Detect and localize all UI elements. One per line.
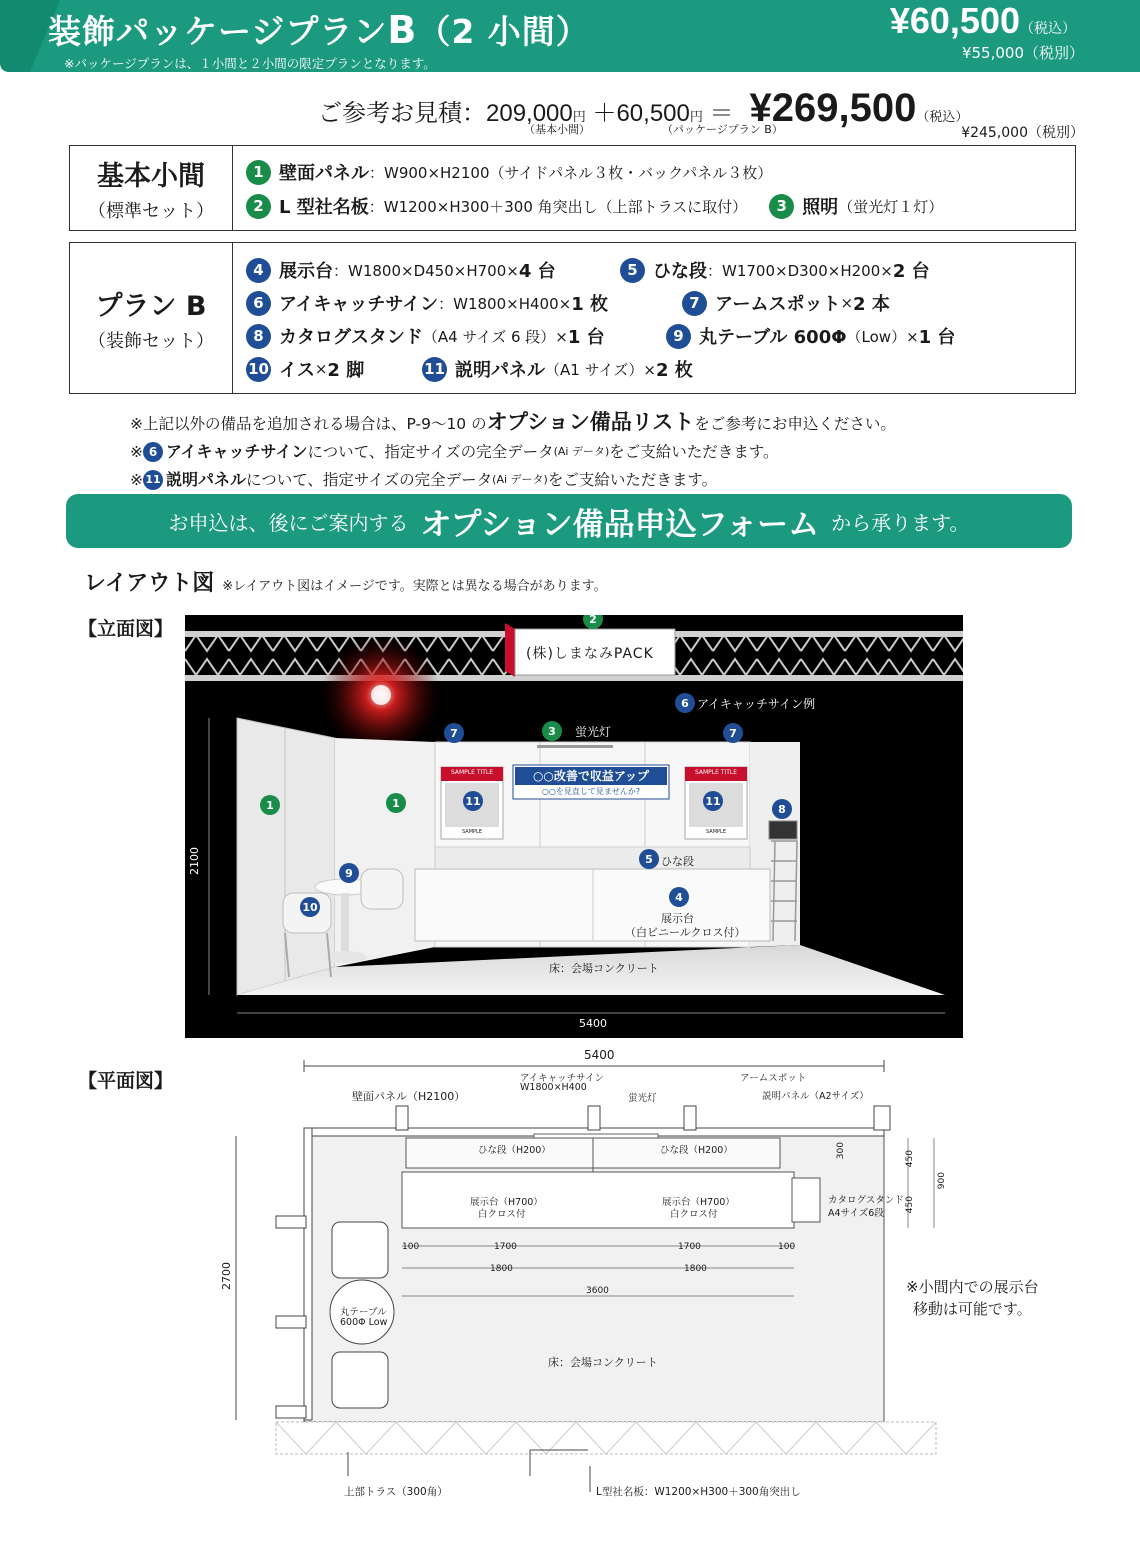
dim-1700-right: 1700 bbox=[678, 1242, 701, 1252]
plan-catalog-size: A4サイズ6段 bbox=[828, 1208, 884, 1219]
plan-eyecatch-size: W1800×H400 bbox=[520, 1082, 587, 1093]
estimate-line: ご参考お見積：209,000円 ＋60,500円 ＝ ¥269,500（税込） bbox=[318, 86, 969, 130]
basic-item-2: 2 L 型社名板 ：W1200×H300＋300 角突出し（上部トラスに取付） 3 照明 （蛍光灯１灯） bbox=[246, 193, 943, 219]
marker-1-right: 1 bbox=[386, 793, 406, 813]
planb-set-title: プラン B bbox=[95, 290, 207, 322]
plan-hinadan-2: ひな段（H200） bbox=[660, 1145, 733, 1156]
plan-price-ex: ¥55,000（税別） bbox=[961, 44, 1084, 62]
layout-title: レイアウト図 ※レイアウト図はイメージです。実際とは異なる場合があります。 bbox=[84, 571, 607, 596]
note-2: ※ 6 アイキャッチサイン について、指定サイズの完全データ (Ai データ) をご支給いただきます。 bbox=[130, 442, 779, 461]
dim-1700-left: 1700 bbox=[494, 1242, 517, 1252]
marker-2: 2 bbox=[583, 615, 603, 629]
plan-svg bbox=[200, 1046, 960, 1506]
dim-3600: 3600 bbox=[586, 1286, 609, 1296]
eyecatch-main-text: ○○改善で収益アップ bbox=[532, 769, 650, 783]
light-label: 蛍光灯 bbox=[575, 725, 612, 739]
plan-table-2b: 白クロス付 bbox=[670, 1209, 718, 1220]
eyecatch-example-label: アイキャッチサイン例 bbox=[697, 697, 816, 711]
item-number-badge: 3 bbox=[769, 194, 794, 219]
plan-table-2: 展示台（H700） bbox=[662, 1197, 735, 1208]
marker-3: 3 bbox=[542, 721, 562, 741]
dim-100-left: 100 bbox=[402, 1242, 420, 1252]
side-note-line-2: 移動は可能です。 bbox=[912, 1300, 1032, 1318]
marker-9: 9 bbox=[339, 863, 359, 883]
planb-item-7: 7 アームスポット × 2 本 bbox=[682, 290, 890, 316]
marker-11-left: 11 bbox=[463, 791, 483, 811]
marker-11-right: 11 bbox=[703, 791, 723, 811]
notes-block bbox=[130, 408, 896, 494]
marker-7-left: 7 bbox=[444, 723, 464, 743]
hinadan-label: ひな段 bbox=[661, 855, 694, 868]
planb-set-box bbox=[69, 242, 1076, 394]
option-form-banner: お申込は、後にご案内する オプション備品申込フォーム から承ります。 bbox=[66, 494, 1072, 548]
wall-panel-label: 壁面パネル（H2100） bbox=[352, 1090, 466, 1103]
planb-item-6: 6 アイキャッチサイン ：W1800×H400× 1 枚 bbox=[246, 290, 608, 316]
plan-light-label: 蛍光灯 bbox=[628, 1093, 657, 1104]
dim-1800-left: 1800 bbox=[490, 1264, 513, 1274]
note-3: ※ 11 説明パネル について、指定サイズの完全データ (Ai データ) をご支給いただきます。 bbox=[130, 470, 718, 489]
plan-panel-label: 説明パネル（A2サイズ） bbox=[762, 1091, 869, 1102]
plan-catalog-label: カタログスタンド bbox=[828, 1195, 904, 1206]
table-label: 展示台 bbox=[661, 912, 694, 925]
plan-depth-label: 2700 bbox=[220, 1262, 233, 1290]
planb-item-5: 5 ひな段 ：W1700×D300×H200× 2 台 bbox=[620, 257, 930, 283]
poster-brand-right: SAMPLE bbox=[706, 829, 726, 835]
marker-6: 6 bbox=[675, 693, 695, 713]
plan-truss-label: 上部トラス（300角） bbox=[344, 1486, 448, 1498]
plan-armspot-label: アームスポット bbox=[740, 1073, 807, 1084]
planb-item-10: 10 イス × 2 脚 bbox=[246, 356, 364, 382]
planb-set-subtitle: （装飾セット） bbox=[88, 330, 214, 352]
basic-set-title: 基本小間 bbox=[97, 160, 205, 192]
plan-table-1: 展示台（H700） bbox=[470, 1197, 543, 1208]
estimate-pkg-caption: （パッケージプラン B） bbox=[662, 123, 783, 136]
basic-set-label bbox=[70, 146, 233, 230]
eyecatch-sub-text: ○○を見直して見ませんか? bbox=[541, 787, 641, 796]
basic-item-1: 1 壁面パネル ：W900×H2100（サイドパネル３枚・バックパネル３枚） bbox=[246, 159, 772, 185]
marker-7-right: 7 bbox=[723, 723, 743, 743]
dim-450-top: 450 bbox=[905, 1150, 915, 1168]
basic-set-box bbox=[69, 145, 1076, 231]
item-number-badge: 2 bbox=[246, 194, 271, 219]
poster-title-left: SAMPLE TITLE bbox=[450, 769, 494, 776]
planb-set-label bbox=[70, 243, 233, 393]
item-number-badge: 1 bbox=[246, 160, 271, 185]
marker-8: 8 bbox=[772, 799, 792, 819]
planb-item-8: 8 カタログスタンド （A4 サイズ 6 段）× 1 台 bbox=[246, 323, 605, 349]
estimate-base-caption: （基本小間） bbox=[524, 123, 590, 136]
plan-title: 装飾パッケージプランB（2 小間） bbox=[48, 8, 590, 52]
plan-label: 【平面図】 bbox=[78, 1070, 174, 1092]
planb-item-9: 9 丸テーブル 600Φ （Low）× 1 台 bbox=[666, 323, 955, 349]
floor-label: 床：会場コンクリート bbox=[549, 962, 659, 975]
dim-900: 900 bbox=[937, 1172, 947, 1190]
height-dimension: 2100 bbox=[188, 847, 201, 875]
plan-sign-label: L型社名板：W1200×H300＋300角突出し bbox=[596, 1486, 801, 1498]
plan-side-note bbox=[906, 1276, 1039, 1320]
side-note-line-1: ※小間内での展示台 bbox=[906, 1278, 1039, 1296]
company-name-sign: (株)しまなみPACK bbox=[526, 646, 654, 662]
estimate-total-ex: ¥245,000（税別） bbox=[961, 125, 1084, 141]
dim-450-bottom: 450 bbox=[905, 1196, 915, 1214]
plan-round-table-size: 600Φ Low bbox=[340, 1317, 388, 1328]
plan-table-1b: 白クロス付 bbox=[478, 1209, 526, 1220]
plan-price: ¥60,500（税込） bbox=[889, 0, 1076, 41]
poster-brand-left: SAMPLE bbox=[462, 829, 482, 835]
dim-1800-right: 1800 bbox=[684, 1264, 707, 1274]
planb-item-4: 4 展示台 ：W1800×D450×H700× 4 台 bbox=[246, 257, 556, 283]
plan-round-table: 丸テーブル bbox=[340, 1307, 387, 1318]
plan-eyecatch-label: アイキャッチサイン bbox=[520, 1073, 604, 1084]
marker-10: 10 bbox=[300, 897, 320, 917]
width-dimension: 5400 bbox=[579, 1017, 607, 1030]
basic-set-subtitle: （標準セット） bbox=[88, 200, 214, 222]
plan-width-label: 5400 bbox=[584, 1048, 615, 1062]
note-1: ※上記以外の備品を追加される場合は、P-9～10 のオプション備品リストをご参考にお申込ください。 bbox=[130, 410, 896, 434]
marker-5: 5 bbox=[639, 849, 659, 869]
plan-note: ※パッケージプランは、１小間と２小間の限定プランとなります。 bbox=[64, 56, 436, 71]
poster-title-right: SAMPLE TITLE bbox=[694, 769, 738, 776]
plan-hinadan-1: ひな段（H200） bbox=[478, 1145, 551, 1156]
marker-4: 4 bbox=[669, 887, 689, 907]
table-sub-label: （白ビニールクロス付） bbox=[625, 926, 746, 939]
elevation-label: 【立面図】 bbox=[78, 618, 174, 640]
dim-300: 300 bbox=[836, 1142, 846, 1160]
marker-1-left: 1 bbox=[260, 795, 280, 815]
plan-floor-label: 床：会場コンクリート bbox=[548, 1356, 658, 1369]
planb-item-11: 11 説明パネル （A1 サイズ）× 2 枚 bbox=[422, 356, 693, 382]
elevation-drawing bbox=[185, 615, 963, 1038]
dim-100-right: 100 bbox=[778, 1242, 796, 1252]
